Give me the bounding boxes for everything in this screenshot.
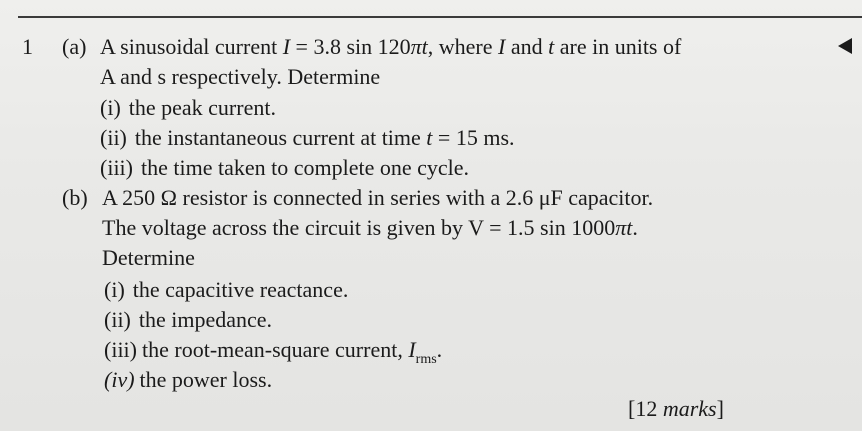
left-triangle-icon <box>838 38 852 54</box>
var-I: I <box>282 34 291 59</box>
item-label: (iii) <box>104 337 137 362</box>
item-text: the peak current. <box>128 95 276 120</box>
text: A sinusoidal current <box>100 34 283 59</box>
part-b-label: (b) <box>62 185 88 210</box>
part-b-line-2 <box>102 215 638 241</box>
part-b-item-iv <box>104 367 272 393</box>
marks-close: ] <box>716 396 724 421</box>
text: . <box>632 215 638 240</box>
text: , where <box>427 34 499 59</box>
item-text: the power loss. <box>139 367 273 392</box>
var-pit: πt <box>615 215 633 240</box>
part-a-line-2: A and s respectively. Determine <box>100 64 381 89</box>
part-b-line-1: A 250 Ω resistor is connected in series with a 2.6 μF capacitor. <box>102 185 654 210</box>
top-rule <box>18 16 862 18</box>
var-I: I <box>408 337 416 362</box>
text: and <box>505 34 549 59</box>
item-text: the instantaneous current at time <box>134 125 427 150</box>
item-label: (ii) <box>104 307 131 332</box>
part-a-line-1 <box>100 34 681 60</box>
item-label: (iv) <box>104 367 135 392</box>
text: = 3.8 sin 120 <box>290 34 411 59</box>
item-text: the capacitive reactance. <box>132 277 349 302</box>
part-b-line-3: Determine <box>102 245 195 270</box>
question-number: 1 <box>22 34 33 59</box>
item-text: the root-mean-square current, <box>142 337 409 362</box>
subscript-rms: rms <box>415 352 437 367</box>
item-text: the time taken to complete one cycle. <box>141 155 470 180</box>
text: are in units of <box>554 34 682 59</box>
var-t: t <box>426 125 433 150</box>
part-a-item-i <box>100 95 276 121</box>
item-text: the impedance. <box>138 307 273 332</box>
item-label: (i) <box>104 277 125 302</box>
part-a-item-iii <box>100 155 469 181</box>
part-b-item-i <box>104 277 348 303</box>
text: The voltage across the circuit is given by V = 1.5 sin 1000 <box>102 215 616 240</box>
marks-word: marks <box>662 396 717 421</box>
part-a-label: (a) <box>62 34 87 59</box>
marks-label <box>628 396 724 422</box>
item-text: . <box>436 337 443 362</box>
part-a-item-ii <box>100 125 515 151</box>
item-label: (iii) <box>100 155 133 180</box>
marks-open: [12 <box>628 396 663 421</box>
var-pit: πt <box>410 34 428 59</box>
var-t: t <box>548 34 555 59</box>
item-text: = 15 ms. <box>432 125 515 150</box>
item-label: (i) <box>100 95 121 120</box>
item-label: (ii) <box>100 125 127 150</box>
var-I: I <box>498 34 506 59</box>
part-b-item-ii <box>104 307 272 333</box>
